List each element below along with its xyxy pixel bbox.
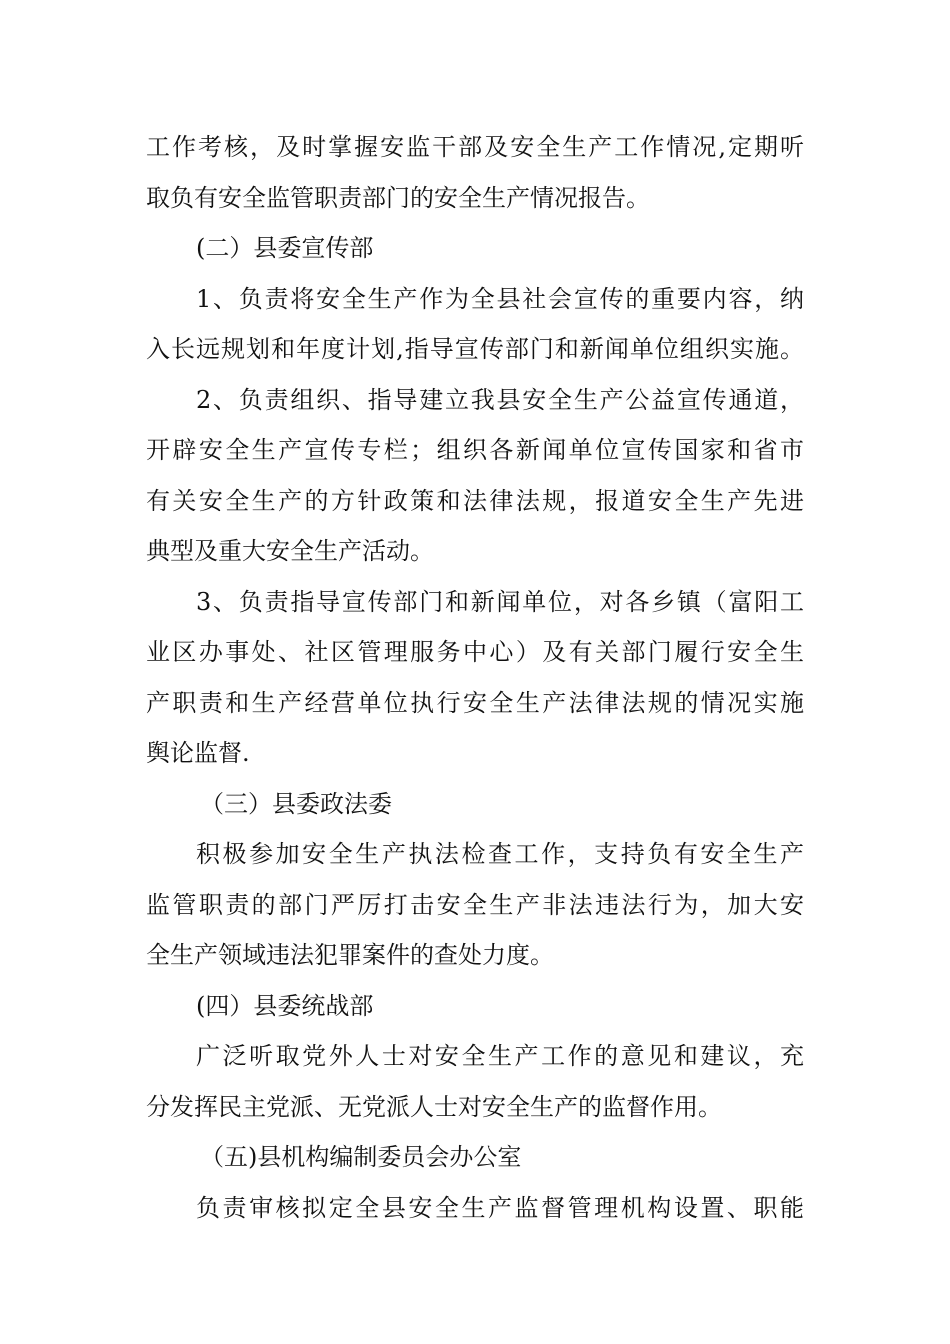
section-heading: （五)县机构编制委员会办公室	[200, 1143, 522, 1171]
body-line: 1、负责将安全生产作为全县社会宣传的重要内容，纳	[196, 284, 804, 313]
section-heading: （三）县委政法委	[200, 789, 392, 818]
body-line: 开辟安全生产宣传专栏；组织各新闻单位宣传国家和省市	[146, 436, 804, 464]
body-line: 积极参加安全生产执法检查工作，支持负有安全生产	[196, 840, 804, 868]
body-line: 业区办事处、社区管理服务中心）及有关部门履行安全生	[146, 638, 804, 666]
body-line: 典型及重大安全生产活动。	[146, 537, 434, 565]
body-line: 3、负责指导宣传部门和新闻单位，对各乡镇（富阳工	[196, 587, 804, 616]
body-line: 取负有安全监管职责部门的安全生产情况报告。	[146, 183, 650, 212]
body-line: 舆论监督.	[146, 739, 250, 767]
body-line: 有关安全生产的方针政策和法律法规，报道安全生产先进	[146, 486, 804, 515]
body-line: 分发挥民主党派、无党派人士对安全生产的监督作用。	[146, 1092, 722, 1121]
body-line: 监管职责的部门严厉打击安全生产非法违法行为，加大安	[146, 890, 804, 919]
document-body	[146, 122, 804, 1233]
body-line: 2、负责组织、指导建立我县安全生产公益宣传通道，	[196, 385, 804, 414]
body-line: 入长远规划和年度计划,指导宣传部门和新闻单位组织实施。	[146, 335, 804, 363]
section-heading: (四）县委统战部	[196, 991, 374, 1020]
section-heading: (二）县委宣传部	[196, 234, 374, 262]
body-line: 广泛听取党外人士对安全生产工作的意见和建议，充	[196, 1042, 804, 1070]
body-line: 负责审核拟定全县安全生产监督管理机构设置、职能	[196, 1193, 804, 1222]
body-line: 工作考核，及时掌握安监干部及安全生产工作情况,定期听	[146, 133, 804, 161]
body-line: 全生产领域违法犯罪案件的查处力度。	[146, 941, 554, 969]
body-line: 产职责和生产经营单位执行安全生产法律法规的情况实施	[146, 688, 804, 717]
